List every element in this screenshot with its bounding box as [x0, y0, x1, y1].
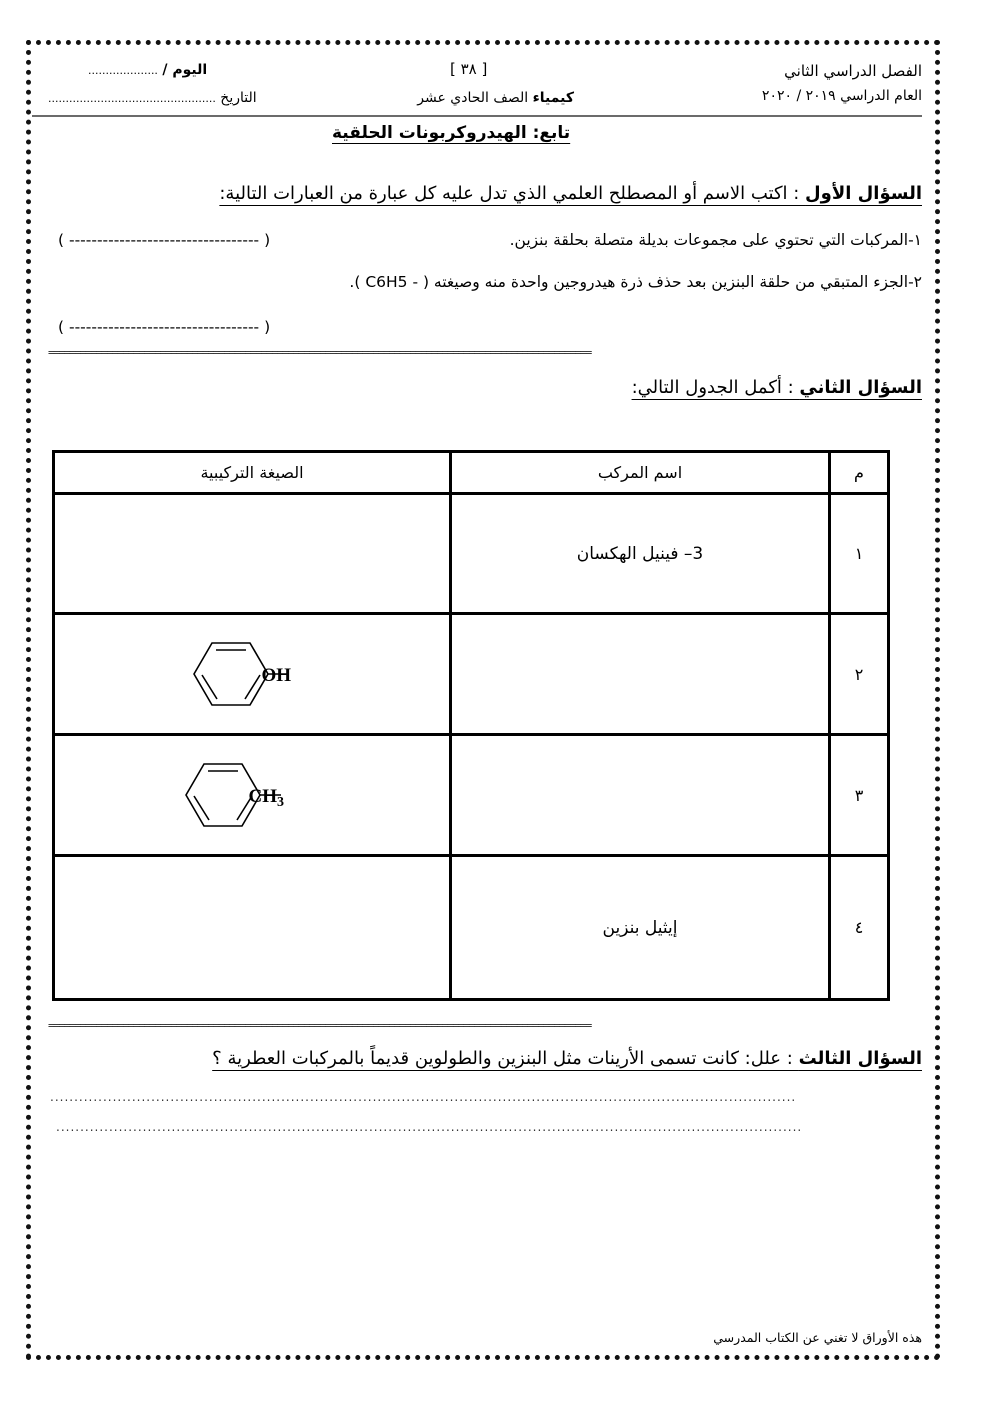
question1-item-1-blank[interactable]: ( ---------------------------------- ): [58, 231, 271, 249]
question1-item-2: ٢-الجزء المتبقي من حلقة البنزين بعد حذف ذرة هيدروجين واحدة منه وصيغته ( - C6H5 ).: [349, 273, 922, 291]
page-title: تابع: الهيدروكربونات الحلقية: [332, 123, 571, 143]
toluene-structure-icon: [172, 755, 332, 835]
formula-cell-empty[interactable]: [54, 494, 451, 614]
table-row: [54, 494, 889, 614]
table-row: [54, 614, 889, 735]
question2-label: السؤال الثاني: [799, 377, 922, 398]
semester-label: الفصل الدراسي الثاني: [784, 62, 922, 80]
footer-note: هذه الأوراق لا تغني عن الكتاب المدرسي: [713, 1330, 922, 1345]
answer-line-2[interactable]: ...........................................................................................................................................................: [56, 1120, 803, 1134]
question1-item-2-blank[interactable]: ( ---------------------------------- ): [58, 318, 271, 336]
table-row: [54, 735, 889, 856]
subject-grade: [417, 90, 574, 106]
section-separator: ======================================================================================================: [48, 349, 591, 359]
date-field: [48, 90, 257, 106]
question1-item-1: ١-المركبات التي تحتوي على مجموعات بديلة متصلة بحلقة بنزين.: [509, 231, 922, 249]
compound-name: إيثيل بنزين: [451, 856, 830, 1000]
day-field: [88, 62, 207, 78]
grade: الصف الحادي عشر: [417, 90, 529, 106]
formula-cell: [54, 614, 451, 735]
date-blank[interactable]: ................................................: [48, 92, 216, 105]
header-divider: [32, 115, 922, 117]
table-row: [54, 856, 889, 1000]
academic-year: العام الدراسي ٢٠١٩ / ٢٠٢٠: [761, 88, 922, 104]
row-index: ١: [830, 494, 889, 614]
question3-label: السؤال الثالث: [798, 1048, 922, 1069]
row-index: ٤: [830, 856, 889, 1000]
compound-name: 3– فينيل الهكسان: [451, 494, 830, 614]
formula-cell-empty[interactable]: [54, 856, 451, 1000]
phenol-structure-icon: [172, 634, 332, 714]
subject: كيمياء: [532, 90, 574, 106]
question3-prompt: : علل: كانت تسمى الأرينات مثل البنزين والطولوين قديماً بالمركبات العطرية ؟: [212, 1048, 799, 1069]
day-label: اليوم /: [162, 62, 208, 78]
date-label: التاريخ: [220, 90, 257, 106]
answer-line-1[interactable]: ...........................................................................................................................................................: [50, 1090, 797, 1104]
compound-name-blank[interactable]: [451, 614, 830, 735]
day-blank[interactable]: ....................: [88, 64, 158, 77]
question2-prompt: : أكمل الجدول التالي:: [631, 377, 800, 398]
svg-text:OH: OH: [261, 665, 291, 686]
row-index: ٢: [830, 614, 889, 735]
header-formula: الصيغة التركيبية: [54, 452, 451, 494]
compounds-table: [52, 450, 890, 1001]
table-header-row: [54, 452, 889, 494]
header-name: اسم المركب: [451, 452, 830, 494]
formula-cell: [54, 735, 451, 856]
header-index: م: [830, 452, 889, 494]
row-index: ٣: [830, 735, 889, 856]
question3-heading: [212, 1048, 922, 1069]
compound-name-blank[interactable]: [451, 735, 830, 856]
section-separator: ======================================================================================================: [48, 1022, 591, 1032]
question1-heading: [219, 183, 922, 204]
svg-text:CH3: $CH_3$: [248, 786, 284, 810]
question1-prompt: : اكتب الاسم أو المصطلح العلمي الذي تدل عليه كل عبارة من العبارات التالية:: [219, 183, 806, 204]
question1-label: السؤال الأول: [805, 183, 922, 204]
question2-heading: [632, 377, 922, 398]
page-number: [ ٣٨ ]: [450, 60, 488, 78]
